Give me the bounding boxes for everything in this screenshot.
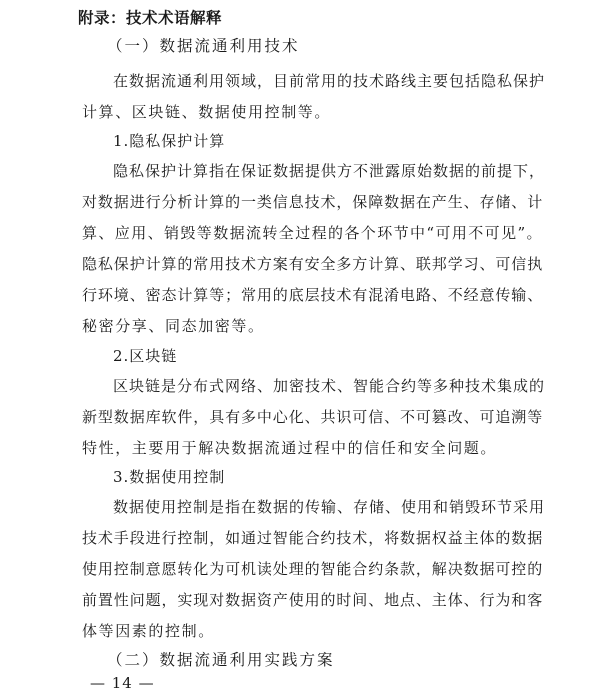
intro-line-2: 计算、区块链、数据使用控制等。 [82,103,332,121]
page-number: — 14 — [90,674,155,692]
intro-line-1: 在数据流通利用领域，目前常用的技术路线主要包括隐私保护 [113,72,546,90]
item-2-title: 2.区块链 [113,347,178,365]
appendix-heading: 附录：技术术语解释 [78,9,223,27]
item-3-line-4: 前置性问题，实现对数据资产使用的时间、地点、主体、行为和客 [82,591,544,609]
item-1-line-1: 隐私保护计算指在保证数据提供方不泄露原始数据的前提下， [113,162,546,180]
item-3-line-1: 数据使用控制是指在数据的传输、存储、使用和销毁环节采用 [113,498,546,516]
item-1-line-6: 秘密分享、同态加密等。 [82,317,265,335]
item-1-title: 1.隐私保护计算 [113,132,226,150]
item-2-line-2: 新型数据库软件，具有多中心化、共识可信、不可篡改、可追溯等 [82,408,544,426]
item-2-line-1: 区块链是分布式网络、加密技术、智能合约等多种技术集成的 [113,377,546,395]
item-1-line-3: 算、应用、销毁等数据流转全过程的各个环节中“可用不可见”。 [82,224,543,242]
item-1-line-5: 行环境、密态计算等；常用的底层技术有混淆电路、不经意传输、 [82,286,544,304]
item-1-line-4: 隐私保护计算的常用技术方案有安全多方计算、联邦学习、可信执 [82,255,544,273]
item-3-line-3: 使用控制意愿转化为可机读处理的智能合约条款，解决数据可控的 [82,560,544,578]
item-3-line-5: 体等因素的控制。 [82,622,215,640]
item-2-line-3: 特性，主要用于解决数据流通过程中的信任和安全问题。 [82,439,498,457]
item-3-title: 3.数据使用控制 [113,468,226,486]
item-3-line-2: 技术手段进行控制，如通过智能合约技术，将数据权益主体的数据 [82,529,544,547]
section-1-title: （一）数据流通利用技术 [107,37,300,55]
item-1-line-2: 对数据进行分析计算的一类信息技术，保障数据在产生、存储、计 [82,193,544,211]
section-2-title: （二）数据流通利用实践方案 [107,651,335,669]
